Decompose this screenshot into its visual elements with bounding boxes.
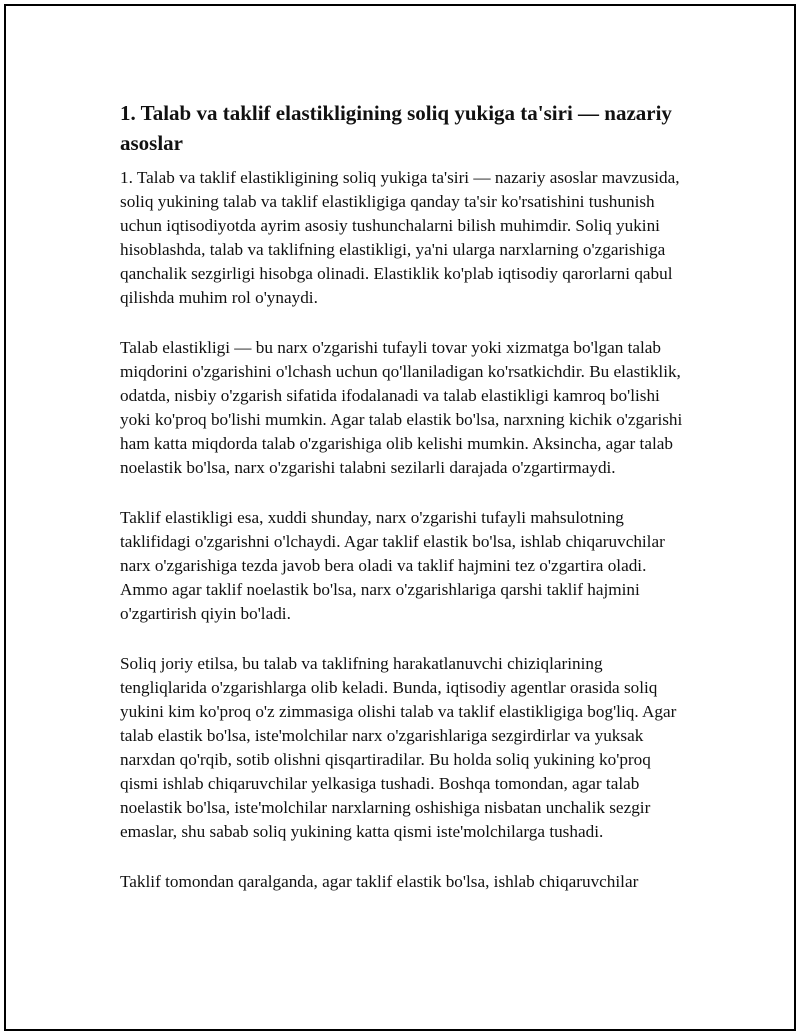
page-title: 1. Talab va taklif elastikligining soliq yukiga ta'siri — nazariy asoslar [120, 101, 672, 155]
paragraph-4: Soliq joriy etilsa, bu talab va taklifning harakatlanuvchi chiziqlarining tengliqlarida o'zgarishlarga olib keladi. Bunda, iqtisodiy agentlar orasida soliq yukini kim ko'proq o'z zimmasiga olishi talab va taklif elastikligiga bog'liq. Agar talab elastik bo'lsa, iste'molchilar narx o'zgarishlariga sezgirdirlar va yuksak narxdan qo'rqib, sotib olishni qisqartiradilar. Bu holda soliq yukining ko'proq qismi ishlab chiqaruvchilar yelkasiga tushadi. Boshqa tomondan, agar talab noelastik bo'lsa, iste'molchilar narxlarning oshishiga nisbatan unchalik sezgir emaslar, shu sabab soliq yukining katta qismi iste'molchilarga tushadi. [120, 654, 677, 841]
page-frame [4, 4, 796, 1031]
paragraph-1: 1. Talab va taklif elastikligining soliq yukiga ta'siri — nazariy asoslar mavzusida, soliq yukining talab va taklif elastikligiga qanday ta'sir ko'rsatishini tushunish uchun iqtisodiyotda ayrim asosiy tushunchalarni bilish muhimdir. Soliq yukini hisoblashda, talab va taklifning elastikligi, ya'ni ularga narxlarning o'zgarishiga qanchalik sezgirligi hisobga olinadi. Elastiklik ko'plab iqtisodiy qarorlarni qabul qilishda muhim rol o'ynaydi. [120, 168, 680, 307]
document-body [120, 98, 686, 920]
paragraph-3: Taklif elastikligi esa, xuddi shunday, narx o'zgarishi tufayli mahsulotning taklifidagi o'zgarishni o'lchaydi. Agar taklif elastik bo'lsa, ishlab chiqaruvchilar narx o'zgarishiga tezda javob bera oladi va taklif hajmini tez o'zgartira oladi. Ammo agar taklif noelastik bo'lsa, narx o'zgarishlariga qarshi taklif hajmini o'zgartirish qiyin bo'ladi. [120, 508, 665, 623]
paragraph-2: Talab elastikligi — bu narx o'zgarishi tufayli tovar yoki xizmatga bo'lgan talab miqdorini o'zgarishini o'lchash uchun qo'llaniladigan ko'rsatkichdir. Bu elastiklik, odatda, nisbiy o'zgarish sifatida ifodalanadi va talab elastikligi kamroq bo'lishi yoki ko'proq bo'lishi mumkin. Agar talab elastik bo'lsa, narxning kichik o'zgarishi ham katta miqdorda talab o'zgarishiga olib kelishi mumkin. Aksincha, agar talab noelastik bo'lsa, narx o'zgarishi talabni sezilarli darajada o'zgartirmaydi. [120, 338, 683, 477]
paragraph-5: Taklif tomondan qaralganda, agar taklif elastik bo'lsa, ishlab chiqaruvchilar [120, 872, 639, 891]
